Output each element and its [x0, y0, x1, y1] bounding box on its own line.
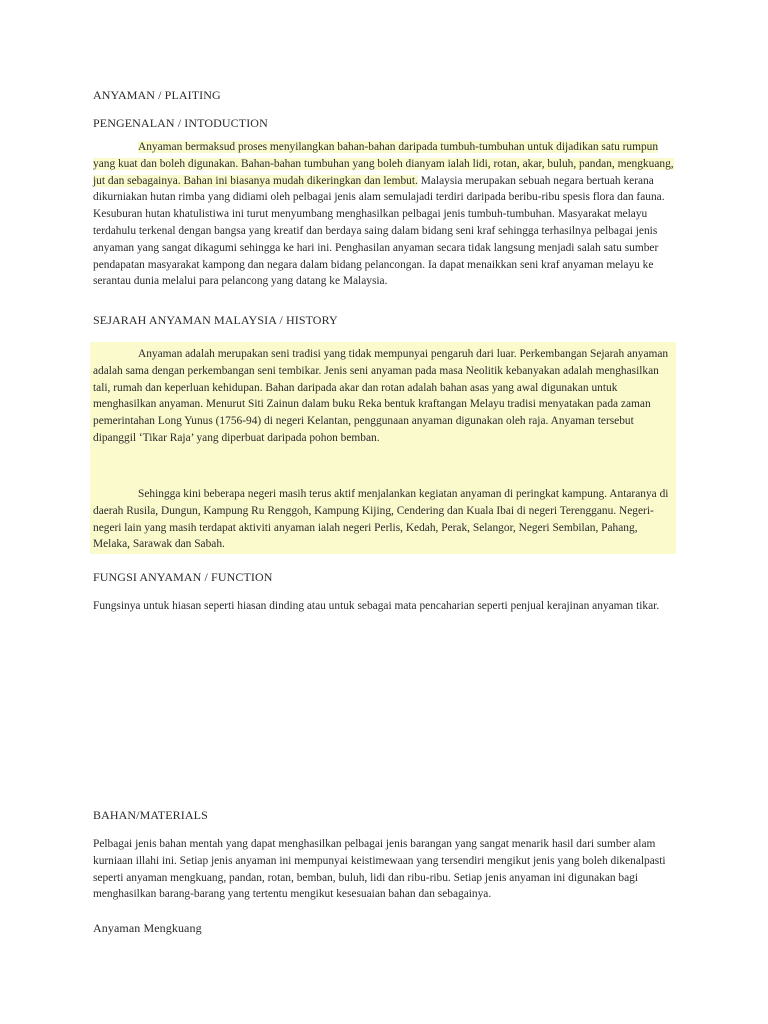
intro-highlighted-text: Anyaman bermaksud proses menyilangkan bahan-bahan daripada tumbuh-tumbuhan untuk dijadikan satu rumpun yang kuat dan boleh digunakan. Bahan-bahan tumbuhan yang boleh dianyam ialah lidi, rotan, akar, buluh, pandan, mengkuang, jut dan sebagainya. Bahan ini biasanya mudah dikeringkan dan lembut. [93, 141, 674, 187]
history-heading: SEJARAH ANYAMAN MALAYSIA / HISTORY [93, 313, 338, 327]
function-paragraph: Fungsinya untuk hiasan seperti hiasan dinding atau untuk sebagai mata pencaharian seperti penjual kerajinan anyaman tikar. [93, 600, 660, 612]
history-paragraph-1-text: Anyaman adalah merupakan seni tradisi yang tidak mempunyai pengaruh dari luar. Perkembangan Sejarah anyaman adalah sama dengan perkembangan seni tembikar. Jenis seni anyaman pada masa Neolitik kebanyakan adalah menghasilkan tali, rumah dan keperluan kehidupan. Bahan daripada akar dan rotan adalah bahan asas yang awal digunakan untuk menghasilkan anyaman. Menurut Siti Zainun dalam buku Reka bentuk kraftangan Melayu tradisi menyatakan pada zaman pemerintahan Long Yunus (1756-94) di negeri Kelantan, penggunaan anyaman digunakan oleh raja. Anyaman tersebut dipanggil ‘Tikar Raja’ yang diperbuat daripada pohon bemban. [93, 348, 669, 444]
intro-plain-text: Malaysia merupakan sebuah negara bertuah kerana dikurniakan hutan rimba yang didiami oleh pelbagai jenis alam semulajadi terdiri daripada beribu-ribu spesis flora dan fauna. Kesuburan hutan khatulistiwa ini turut menyumbang menghasilkan pelbagai jenis tumbuh-tumbuhan. Masyarakat melayu terdahulu terkenal dengan bangsa yang kreatif dan berdaya saing dalam bidang seni kraf sehingga terhasilnya pelbagai jenis anyaman yang sangat dikagumi sehingga ke hari ini. Penghasilan anyaman secara tidak langsung menjadi salah satu sumber pendapatan masyarakat kampong dan negara dalam bidang pelancongan. Ia dapat menaikkan seni kraf anyaman melayu ke serantau dunia melalui para pelancong yang datang ke Malaysia. [93, 174, 665, 288]
history-paragraph-2-text: Sehingga kini beberapa negeri masih terus aktif menjalankan kegiatan anyaman di peringkat kampung. Antaranya di daerah Rusila, Dungun, Kampung Ru Renggoh, Kampung Kijing, Cendering dan Kuala Ibai di negeri Terengganu. Negeri-negeri lain yang masih terdapat aktiviti anyaman ialah negeri Perlis, Kedah, Perak, Selangor, Negeri Sembilan, Pahang, Melaka, Sarawak dan Sabah. [93, 488, 669, 551]
materials-heading: BAHAN/MATERIALS [93, 808, 208, 822]
function-heading: FUNGSI ANYAMAN / FUNCTION [93, 570, 273, 584]
intro-heading: PENGENALAN / INTODUCTION [93, 116, 268, 130]
materials-paragraph: Pelbagai jenis bahan mentah yang dapat menghasilkan pelbagai jenis barangan yang sangat menarik hasil dari sumber alam kurniaan illahi ini. Setiap jenis anyaman ini mempunyai keistimewaan yang tersendiri mengikut jenis yang boleh dikenalpasti seperti anyaman mengkuang, pandan, rotan, bemban, buluh, lidi dan ribu-ribu. Setiap jenis anyaman ini digunakan bagi menghasilkan barang-barang yang tertentu mengikut kesesuaian bahan dan sebagainya. [93, 838, 666, 901]
document-title: ANYAMAN / PLAITING [93, 88, 221, 102]
intro-paragraph [93, 139, 675, 290]
history-paragraph-1 [93, 346, 675, 447]
history-paragraph-2 [93, 486, 675, 553]
materials-subheading: Anyaman Mengkuang [93, 921, 202, 935]
